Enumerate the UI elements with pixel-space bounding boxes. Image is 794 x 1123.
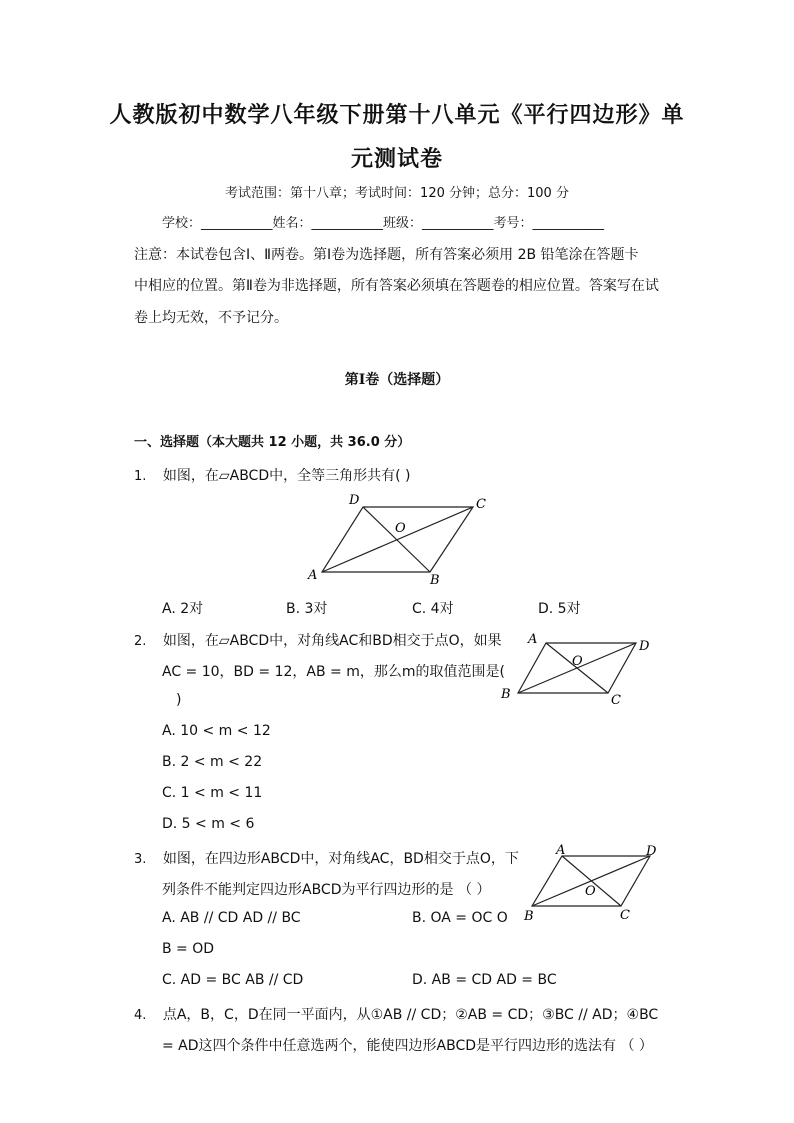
q1-label-a: A xyxy=(308,568,318,583)
question-text-line-1: 点A，B，C，D在同一平面内，从①AB // CD；②AB = CD；③BC // AD；④BC xyxy=(162,1007,659,1023)
notice-line-3: 卷上均无效，不予记分。 xyxy=(134,310,288,326)
q3-label-a: A xyxy=(556,843,566,858)
q1-label-d: D xyxy=(349,493,360,508)
figure-q1-parallelogram xyxy=(300,490,500,590)
q1-option-a: A. 2对 xyxy=(162,601,204,617)
figure-q2-parallelogram xyxy=(495,628,665,710)
question-text: 如图，在▱ABCD中，全等三角形共有( ) xyxy=(162,468,411,484)
question-2-line-2: AC = 10，BD = 12，AB = m，那么m的取值范围是( xyxy=(162,664,505,680)
student-fields: 学校：___________姓名：___________班级：___________考号：___________ xyxy=(162,216,605,231)
part1-heading: 一、选择题（本大题共 12 小题，共 36.0 分） xyxy=(134,435,411,450)
question-3-line-2: 列条件不能判定四边形ABCD为平行四边形的是 （ ） xyxy=(162,882,491,898)
q1-diagonal-bd xyxy=(363,507,430,572)
question-number: 4. xyxy=(134,1008,147,1023)
q1-label-o: O xyxy=(395,521,406,536)
q3-label-o: O xyxy=(585,884,596,899)
section-title: 第Ⅰ卷（选择题） xyxy=(344,372,450,388)
q2-label-o: O xyxy=(572,654,583,669)
q2-label-d: D xyxy=(639,639,650,654)
q3-option-b-continued: B = OD xyxy=(162,941,215,957)
q1-option-d: D. 5对 xyxy=(538,601,581,617)
q2-option-b: B. 2 < m < 22 xyxy=(162,754,263,770)
question-2 xyxy=(134,630,502,650)
question-4 xyxy=(134,1004,658,1024)
question-number: 2. xyxy=(134,634,147,649)
q3-label-d: D xyxy=(646,844,657,859)
notice-line-2: 中相应的位置。第Ⅱ卷为非选择题，所有答案必须填在答题卷的相应位置。答案写在试 xyxy=(134,278,659,294)
question-number: 1. xyxy=(134,469,147,484)
question-text-line-1: 如图，在▱ABCD中，对角线AC和BD相交于点O，如果 xyxy=(162,633,502,649)
q2-option-a: A. 10 < m < 12 xyxy=(162,723,271,739)
question-number: 3. xyxy=(134,852,147,867)
q3-option-d: D. AB = CD AD = BC xyxy=(412,972,557,988)
figure-q3-parallelogram xyxy=(518,838,668,928)
q3-option-b: B. OA = OC O xyxy=(412,910,508,926)
question-1 xyxy=(134,465,411,485)
q1-label-c: C xyxy=(476,497,486,512)
q2-label-b: B xyxy=(501,687,511,702)
q2-option-d: D. 5 < m < 6 xyxy=(162,816,255,832)
question-4-line-2: = AD这四个条件中任意选两个，能使四边形ABCD是平行四边形的选法有 （ ） xyxy=(162,1038,653,1054)
page-title-line1: 人教版初中数学八年级下册第十八单元《平行四边形》单 xyxy=(109,102,685,128)
notice-line-1: 注意：本试卷包含Ⅰ、Ⅱ两卷。第Ⅰ卷为选择题，所有答案必须用 2B 铅笔涂在答题卡 xyxy=(134,247,639,263)
question-3 xyxy=(134,848,519,868)
q1-option-c: C. 4对 xyxy=(412,601,454,617)
q2-label-c: C xyxy=(611,693,621,708)
question-text-line-1: 如图，在四边形ABCD中，对角线AC，BD相交于点O，下 xyxy=(162,851,519,867)
question-2-line-3: ) xyxy=(176,692,182,708)
exam-info: 考试范围：第十八章；考试时间：120 分钟；总分：100 分 xyxy=(225,186,569,201)
q3-label-c: C xyxy=(620,908,630,923)
q3-label-b: B xyxy=(524,909,534,924)
q2-option-c: C. 1 < m < 11 xyxy=(162,785,263,801)
q2-label-a: A xyxy=(528,632,538,647)
q1-label-b: B xyxy=(430,573,440,588)
q1-diagonal-ac xyxy=(322,507,473,572)
q3-option-a: A. AB // CD AD // BC xyxy=(162,910,301,926)
q3-option-c: C. AD = BC AB // CD xyxy=(162,972,304,988)
q1-option-b: B. 3对 xyxy=(286,601,328,617)
page-title-line2: 元测试卷 xyxy=(350,146,443,172)
